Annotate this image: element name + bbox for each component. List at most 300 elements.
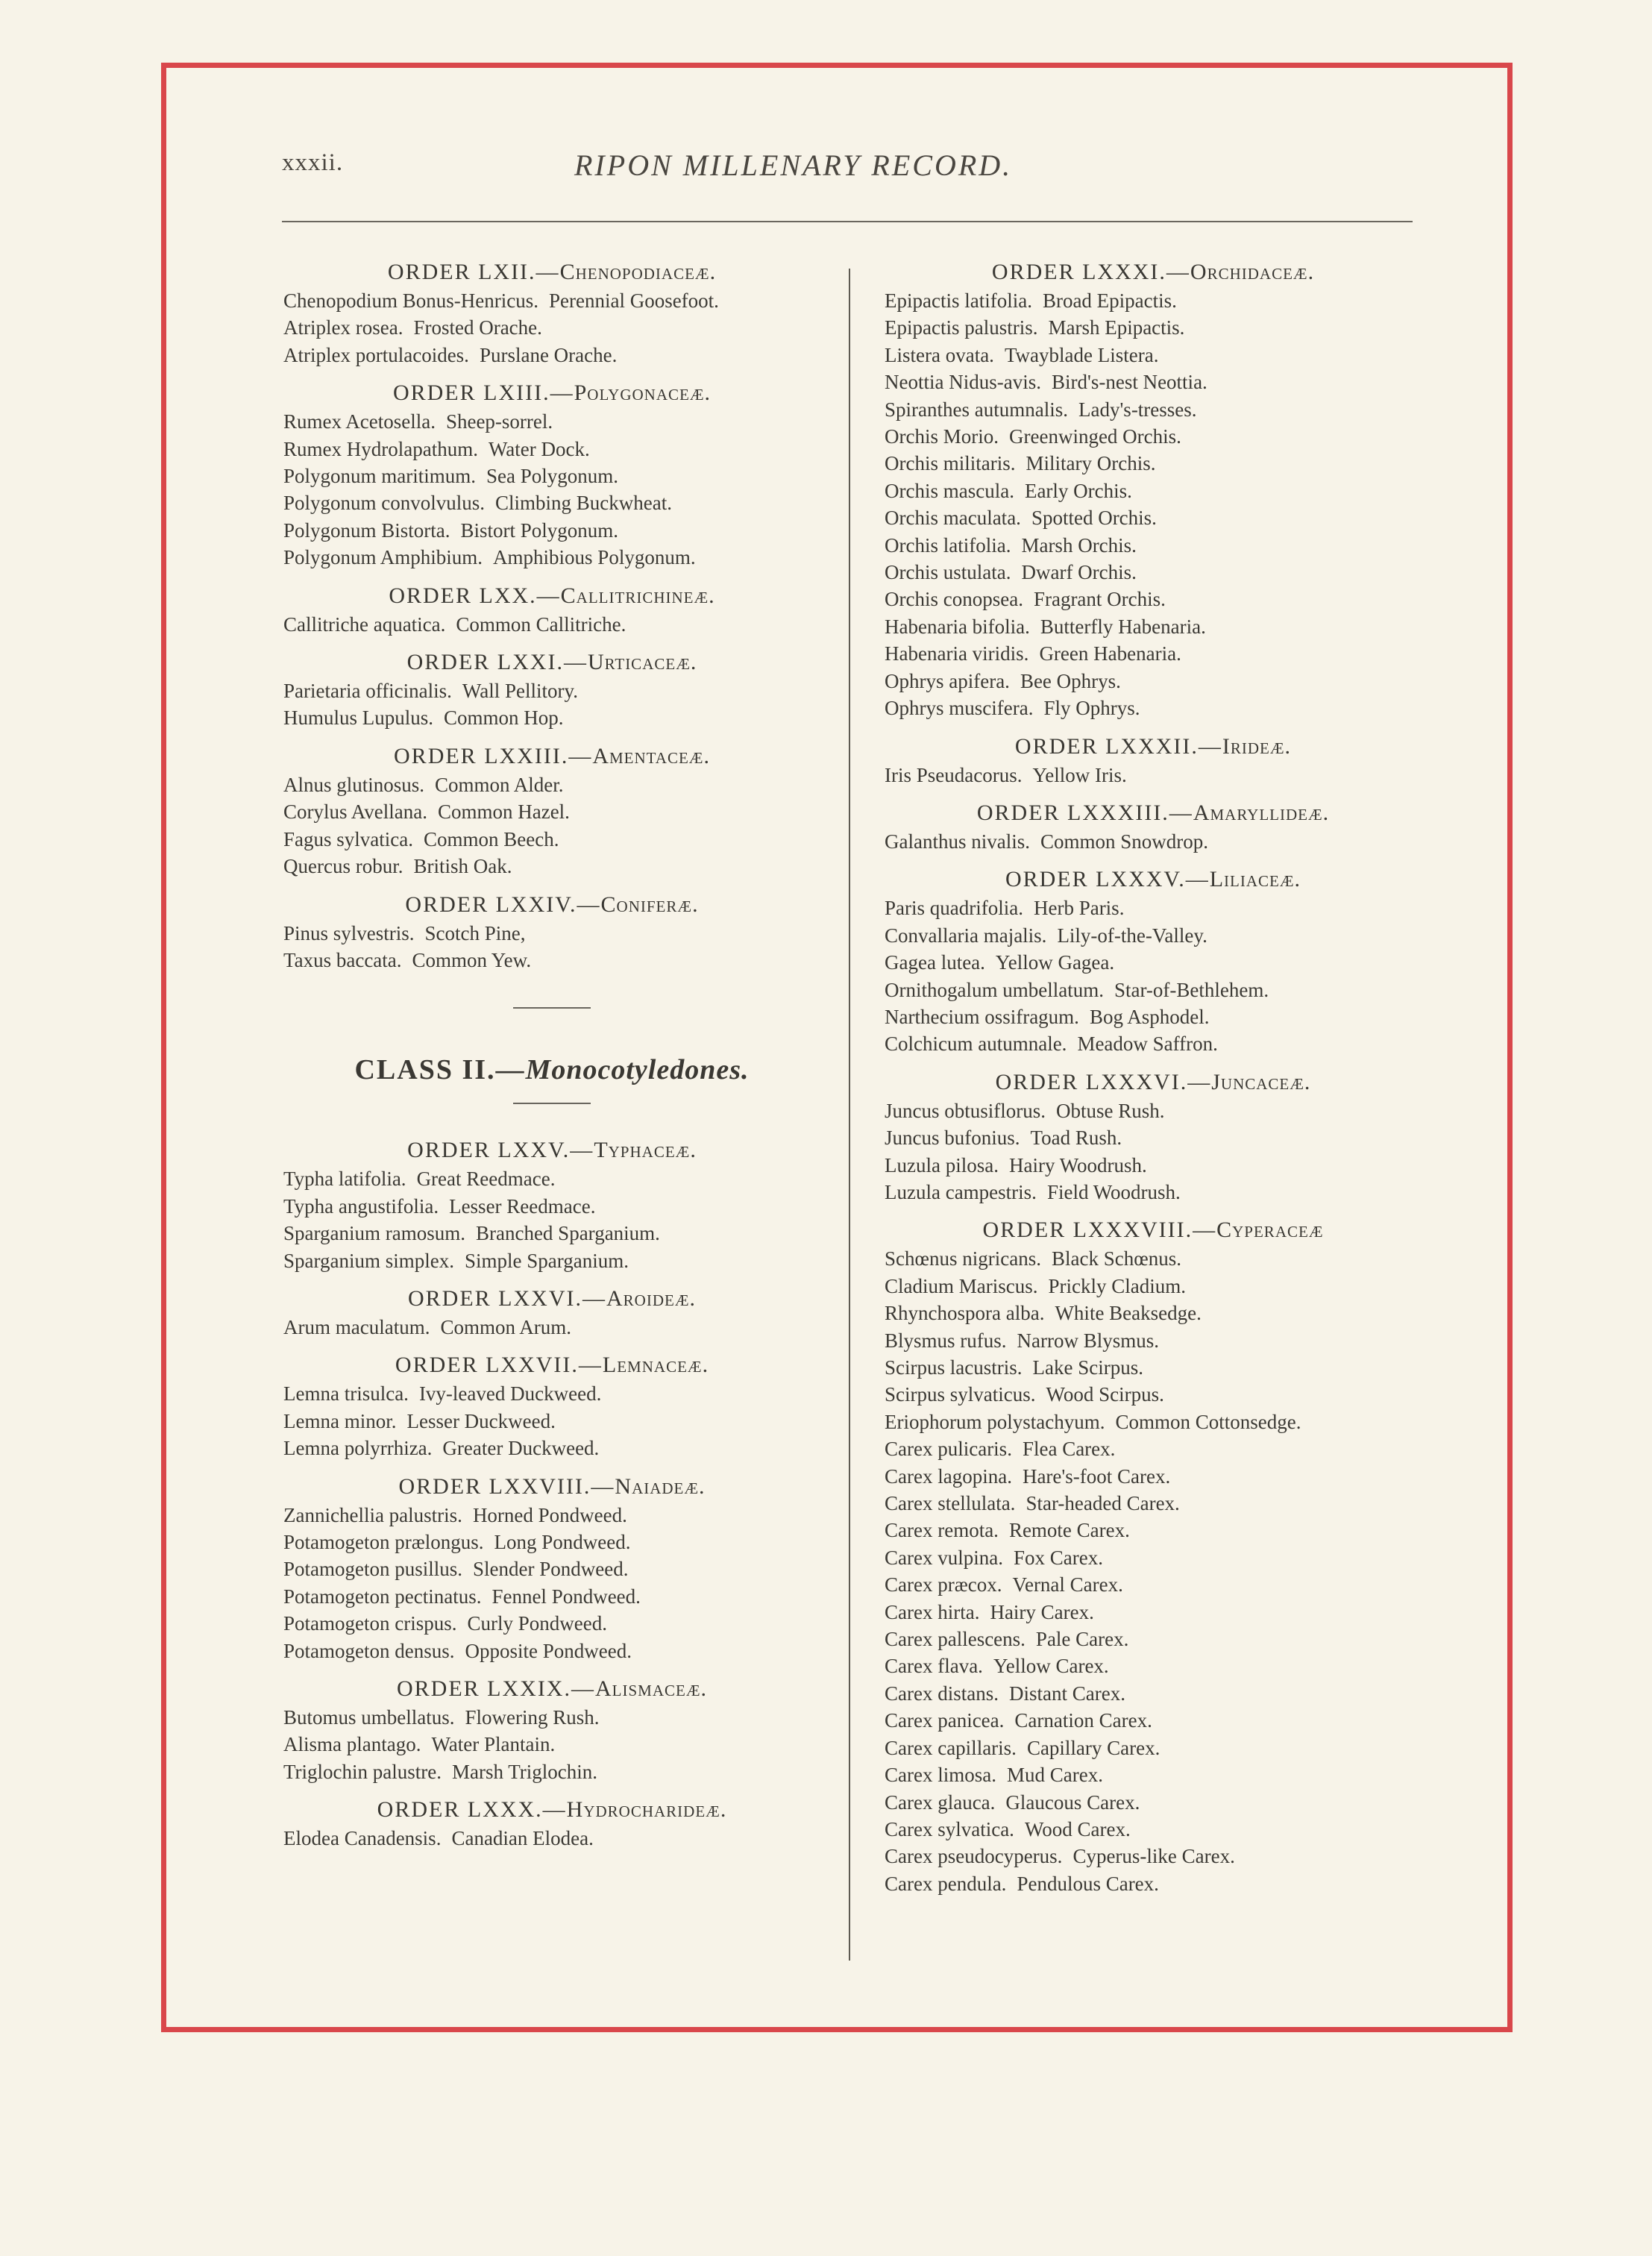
order-heading — [885, 732, 1422, 762]
species-entry — [885, 1707, 1422, 1734]
latin-name: Lemna trisulca. — [283, 1382, 409, 1406]
common-name: Military Orchis. — [1026, 452, 1156, 475]
order-heading — [885, 257, 1422, 287]
common-name: Prickly Cladium. — [1048, 1274, 1186, 1297]
family-name: Polygonaceæ. — [574, 380, 712, 406]
species-list — [283, 1165, 820, 1274]
latin-name: Eriophorum polystachyum. — [885, 1410, 1105, 1433]
latin-name: Taxus baccata. — [283, 948, 402, 971]
common-name: Amphibious Polygonum. — [493, 546, 696, 569]
species-entry — [885, 369, 1422, 395]
species-entry — [283, 1247, 820, 1274]
latin-name: Ornithogalum umbellatum. — [885, 978, 1104, 1001]
latin-name: Spiranthes autumnalis. — [885, 398, 1068, 421]
common-name: Narrow Blysmus. — [1017, 1329, 1160, 1352]
common-name: Yellow Carex. — [993, 1655, 1109, 1678]
species-entry — [283, 463, 820, 489]
species-entry — [283, 1555, 820, 1582]
common-name: Herb Paris. — [1033, 897, 1125, 920]
species-entry — [283, 314, 820, 341]
class-heading — [283, 1052, 820, 1088]
latin-name: Juncus obtusiflorus. — [885, 1099, 1046, 1122]
latin-name: Rumex Acetosella. — [283, 410, 436, 433]
latin-name: Orchis Morio. — [885, 425, 999, 448]
order-number: ORDER LXXVI.— — [408, 1285, 606, 1311]
common-name: Lily-of-the-Valley. — [1057, 924, 1207, 947]
species-list — [885, 1097, 1422, 1206]
latin-name: Colchicum autumnale. — [885, 1033, 1067, 1056]
latin-name: Triglochin palustre. — [283, 1760, 442, 1783]
species-entry — [283, 1220, 820, 1247]
latin-name: Epipactis palustris. — [885, 316, 1038, 339]
order-heading — [283, 1135, 820, 1165]
species-entry — [885, 1245, 1422, 1272]
latin-name: Chenopodium Bonus-Henricus. — [283, 289, 538, 312]
latin-name: Potamogeton pusillus. — [283, 1558, 463, 1581]
species-entry — [885, 1599, 1422, 1626]
species-entry — [885, 314, 1422, 341]
latin-name: Iris Pseudacorus. — [885, 763, 1023, 786]
common-name: Common Cottonsedge. — [1115, 1410, 1301, 1433]
species-entry — [885, 423, 1422, 450]
common-name: Yellow Iris. — [1032, 763, 1127, 786]
latin-name: Carex præcox. — [885, 1573, 1002, 1597]
order-number: ORDER LXII.— — [387, 260, 560, 284]
order-section — [283, 890, 820, 974]
common-name: Mud Carex. — [1006, 1764, 1103, 1787]
species-entry — [885, 640, 1422, 667]
order-number: ORDER LXXX.— — [377, 1797, 567, 1823]
latin-name: Schœnus nigricans. — [885, 1247, 1041, 1270]
latin-name: Luzula campestris. — [885, 1180, 1037, 1203]
species-entry — [283, 853, 820, 880]
species-entry — [885, 1571, 1422, 1598]
latin-name: Carex capillaris. — [885, 1736, 1017, 1759]
species-list — [283, 611, 820, 638]
common-name: Hare's-foot Carex. — [1022, 1464, 1171, 1488]
order-heading — [283, 581, 820, 611]
latin-name: Potamogeton densus. — [283, 1639, 455, 1662]
species-entry — [885, 1409, 1422, 1435]
species-list — [283, 1314, 820, 1341]
species-entry — [885, 1626, 1422, 1652]
left-orders-monocotyledons — [283, 1135, 820, 1852]
species-list — [283, 287, 820, 369]
order-heading — [283, 1350, 820, 1380]
species-list — [283, 1825, 820, 1852]
latin-name: Polygonum maritimum. — [283, 465, 477, 488]
common-name: Common Hop. — [444, 706, 564, 730]
species-entry — [283, 1529, 820, 1555]
species-entry — [885, 1490, 1422, 1517]
latin-name: Carex panicea. — [885, 1709, 1005, 1732]
family-name: Cyperaceæ — [1216, 1218, 1324, 1243]
common-name: Common Yew. — [412, 948, 532, 971]
species-entry — [885, 1870, 1422, 1897]
family-name: Liliaceæ. — [1209, 867, 1301, 892]
species-entry — [885, 1680, 1422, 1707]
common-name: Yellow Gagea. — [995, 951, 1115, 974]
common-name: Fox Carex. — [1013, 1546, 1103, 1569]
common-name: Water Plantain. — [431, 1733, 556, 1756]
latin-name: Carex stellulata. — [885, 1492, 1016, 1515]
common-name: Slender Pondweed. — [473, 1558, 629, 1581]
species-entry — [283, 1165, 820, 1192]
order-section — [283, 742, 820, 880]
common-name: Opposite Pondweed. — [465, 1639, 632, 1662]
common-name: Canadian Elodea. — [451, 1827, 594, 1850]
common-name: Glaucous Carex. — [1005, 1790, 1140, 1814]
common-name: Pendulous Carex. — [1017, 1872, 1159, 1895]
common-name: Ivy-leaved Duckweed. — [418, 1382, 602, 1406]
order-heading — [283, 378, 820, 408]
latin-name: Humulus Lupulus. — [283, 706, 434, 730]
common-name: Common Callitriche. — [456, 612, 626, 636]
latin-name: Rumex Hydrolapathum. — [283, 437, 478, 460]
common-name: Water Dock. — [488, 437, 590, 460]
species-entry — [885, 894, 1422, 921]
latin-name: Polygonum convolvulus. — [283, 492, 486, 515]
common-name: Star-headed Carex. — [1026, 1492, 1180, 1515]
species-list — [885, 762, 1422, 789]
species-entry — [885, 1435, 1422, 1462]
common-name: Marsh Orchis. — [1021, 533, 1137, 557]
order-number: ORDER LXXXVIII.— — [982, 1218, 1217, 1243]
family-name: Amaryllideæ. — [1193, 800, 1330, 825]
order-number: ORDER LXIII.— — [392, 380, 574, 406]
family-name: Chenopodiaceæ. — [559, 260, 717, 284]
common-name: Hairy Carex. — [990, 1600, 1094, 1623]
common-name: Common Beech. — [423, 827, 559, 850]
species-entry — [283, 677, 820, 704]
species-entry — [283, 517, 820, 544]
common-name: Lesser Reedmace. — [449, 1194, 596, 1218]
species-entry — [885, 532, 1422, 559]
family-name: Hydrocharideæ. — [566, 1797, 727, 1823]
species-entry — [885, 477, 1422, 504]
species-entry — [885, 1544, 1422, 1571]
latin-name: Lemna minor. — [283, 1409, 397, 1432]
common-name: Early Orchis. — [1024, 479, 1132, 502]
species-entry — [283, 947, 820, 974]
species-list — [885, 287, 1422, 722]
species-entry — [885, 695, 1422, 721]
species-entry — [885, 613, 1422, 640]
species-entry — [885, 1097, 1422, 1124]
family-name: Aroideæ. — [606, 1285, 696, 1311]
species-entry — [885, 1761, 1422, 1788]
latin-name: Orchis latifolia. — [885, 533, 1011, 557]
latin-name: Orchis conopsea. — [885, 588, 1023, 611]
common-name: Simple Sparganium. — [465, 1249, 629, 1272]
right-column — [885, 257, 1422, 1907]
latin-name: Atriplex rosea. — [283, 316, 403, 339]
common-name: Hairy Woodrush. — [1008, 1153, 1147, 1176]
order-section — [885, 1215, 1422, 1897]
species-entry — [283, 611, 820, 638]
species-list — [283, 1380, 820, 1461]
order-number: ORDER LXXXIII.— — [976, 800, 1193, 825]
common-name: Perennial Goosefoot. — [548, 289, 719, 312]
latin-name: Paris quadrifolia. — [885, 897, 1023, 920]
species-entry — [885, 586, 1422, 612]
order-heading — [283, 1472, 820, 1502]
order-section — [283, 1674, 820, 1785]
order-number: ORDER LXXXII.— — [1014, 733, 1222, 759]
common-name: Bistort Polygonum. — [460, 518, 619, 542]
species-entry — [283, 920, 820, 947]
order-section — [283, 1795, 820, 1852]
family-name: Coniferæ. — [600, 892, 699, 917]
order-heading — [885, 865, 1422, 894]
latin-name: Zannichellia palustris. — [283, 1503, 462, 1526]
order-section — [283, 648, 820, 732]
latin-name: Habenaria bifolia. — [885, 615, 1030, 638]
common-name: Flowering Rush. — [465, 1706, 600, 1729]
species-entry — [885, 559, 1422, 586]
species-entry — [885, 762, 1422, 789]
latin-name: Ophrys muscifera. — [885, 697, 1034, 720]
latin-name: Callitriche aquatica. — [283, 612, 446, 636]
species-entry — [885, 1789, 1422, 1816]
species-entry — [283, 544, 820, 571]
common-name: British Oak. — [413, 855, 512, 878]
family-name: Lemnaceæ. — [602, 1353, 709, 1378]
common-name: Toad Rush. — [1030, 1127, 1122, 1150]
latin-name: Orchis ustulata. — [885, 561, 1011, 584]
common-name: Meadow Saffron. — [1077, 1033, 1218, 1056]
species-entry — [283, 342, 820, 369]
species-entry — [885, 1124, 1422, 1151]
common-name: Wood Scirpus. — [1046, 1383, 1164, 1406]
latin-name: Carex glauca. — [885, 1790, 996, 1814]
family-name: Orchidaceæ. — [1190, 260, 1315, 284]
latin-name: Polygonum Amphibium. — [283, 546, 483, 569]
left-column — [283, 257, 820, 1862]
species-entry — [283, 408, 820, 435]
species-entry — [885, 668, 1422, 695]
latin-name: Parietaria officinalis. — [283, 680, 452, 703]
latin-name: Carex pendula. — [885, 1872, 1007, 1895]
common-name: Carnation Carex. — [1014, 1709, 1152, 1732]
order-heading — [885, 798, 1422, 828]
order-number: ORDER LXXIV.— — [405, 892, 601, 917]
latin-name: Typha latifolia. — [283, 1168, 406, 1191]
latin-name: Carex sylvatica. — [885, 1817, 1014, 1840]
species-entry — [885, 1003, 1422, 1030]
latin-name: Arum maculatum. — [283, 1315, 430, 1338]
family-name: Naiadeæ. — [615, 1473, 706, 1499]
latin-name: Sparganium ramosum. — [283, 1222, 465, 1245]
order-heading — [283, 1284, 820, 1314]
species-entry — [283, 1435, 820, 1461]
latin-name: Pinus sylvestris. — [283, 921, 415, 944]
common-name: Dwarf Orchis. — [1021, 561, 1137, 584]
order-section — [885, 257, 1422, 722]
order-section — [283, 257, 820, 369]
order-section — [283, 1135, 820, 1274]
order-heading — [283, 1674, 820, 1704]
order-section — [885, 798, 1422, 855]
latin-name: Potamogeton crispus. — [283, 1612, 457, 1635]
species-entry — [283, 1638, 820, 1664]
species-list — [885, 894, 1422, 1057]
order-section — [885, 732, 1422, 789]
column-divider — [849, 269, 850, 1961]
latin-name: Corylus Avellana. — [283, 800, 427, 824]
species-entry — [885, 1030, 1422, 1057]
common-name: Great Reedmace. — [416, 1168, 556, 1191]
species-entry — [885, 1735, 1422, 1761]
species-list — [283, 920, 820, 974]
species-entry — [885, 396, 1422, 423]
latin-name: Butomus umbellatus. — [283, 1706, 455, 1729]
order-section — [283, 581, 820, 638]
latin-name: Quercus robur. — [283, 855, 403, 878]
species-list — [885, 1245, 1422, 1897]
latin-name: Galanthus nivalis. — [885, 830, 1030, 853]
common-name: Twayblade Listera. — [1004, 343, 1159, 366]
latin-name: Listera ovata. — [885, 343, 994, 366]
left-orders-dicotyledons — [283, 257, 820, 974]
common-name: Marsh Epipactis. — [1048, 316, 1185, 339]
common-name: Sea Polygonum. — [486, 465, 619, 488]
species-entry — [885, 1152, 1422, 1179]
common-name: Broad Epipactis. — [1042, 289, 1177, 312]
common-name: Wood Carex. — [1024, 1817, 1131, 1840]
latin-name: Carex hirta. — [885, 1600, 980, 1623]
common-name: Frosted Orache. — [413, 316, 542, 339]
latin-name: Neottia Nidus-avis. — [885, 371, 1041, 394]
common-name: White Beaksedge. — [1055, 1302, 1202, 1325]
order-heading — [885, 1215, 1422, 1245]
species-entry — [885, 1517, 1422, 1544]
order-section — [885, 865, 1422, 1057]
header-rule — [282, 221, 1413, 222]
latin-name: Carex distans. — [885, 1682, 999, 1705]
latin-name: Carex limosa. — [885, 1764, 996, 1787]
order-section — [283, 1284, 820, 1341]
order-number: ORDER LXXIII.— — [394, 743, 593, 768]
latin-name: Potamogeton prælongus. — [283, 1530, 484, 1553]
class-heading-name: Monocotyledones. — [525, 1054, 750, 1086]
order-heading — [283, 1795, 820, 1825]
species-entry — [885, 1381, 1422, 1408]
latin-name: Carex pseudocyperus. — [885, 1845, 1063, 1868]
common-name: Field Woodrush. — [1046, 1180, 1181, 1203]
common-name: Common Snowdrop. — [1040, 830, 1209, 853]
order-number: ORDER LXXVIII.— — [398, 1473, 615, 1499]
common-name: Capillary Carex. — [1026, 1736, 1161, 1759]
latin-name: Orchis mascula. — [885, 479, 1014, 502]
common-name: Bird's-nest Neottia. — [1051, 371, 1207, 394]
species-entry — [885, 1843, 1422, 1870]
common-name: Bog Asphodel. — [1089, 1005, 1210, 1028]
common-name: Branched Sparganium. — [475, 1222, 660, 1245]
species-entry — [885, 1179, 1422, 1206]
latin-name: Atriplex portulacoides. — [283, 343, 469, 366]
common-name: Cyperus-like Carex. — [1072, 1845, 1235, 1868]
species-list — [283, 771, 820, 880]
order-section — [283, 378, 820, 571]
page-number: xxxii. — [282, 149, 344, 176]
species-list — [283, 1502, 820, 1664]
family-name: Callitrichineæ. — [560, 583, 715, 608]
order-number: ORDER LXXI.— — [406, 650, 588, 675]
common-name: Climbing Buckwheat. — [495, 492, 672, 515]
species-list — [283, 1704, 820, 1785]
latin-name: Potamogeton pectinatus. — [283, 1585, 482, 1608]
species-entry — [283, 1314, 820, 1341]
species-entry — [283, 1758, 820, 1785]
species-entry — [283, 826, 820, 853]
common-name: Greater Duckweed. — [442, 1437, 600, 1460]
latin-name: Carex pulicaris. — [885, 1438, 1012, 1461]
species-entry — [283, 704, 820, 731]
common-name: Fly Ophrys. — [1043, 697, 1140, 720]
species-list — [283, 408, 820, 571]
common-name: Flea Carex. — [1022, 1438, 1116, 1461]
latin-name: Epipactis latifolia. — [885, 289, 1032, 312]
running-title: RIPON MILLENARY RECORD. — [574, 148, 1013, 182]
latin-name: Orchis maculata. — [885, 507, 1021, 530]
species-entry — [283, 1825, 820, 1852]
order-number: ORDER LXX.— — [389, 583, 561, 608]
class-heading-prefix: CLASS II.— — [354, 1054, 526, 1086]
species-list — [885, 828, 1422, 855]
latin-name: Carex lagopina. — [885, 1464, 1012, 1488]
order-number: ORDER LXXV.— — [407, 1138, 594, 1163]
order-number: ORDER LXXXVI.— — [995, 1069, 1212, 1094]
common-name: Common Hazel. — [437, 800, 570, 824]
common-name: Curly Pondweed. — [467, 1612, 607, 1635]
common-name: Greenwinged Orchis. — [1008, 425, 1181, 448]
latin-name: Sparganium simplex. — [283, 1249, 454, 1272]
family-name: Juncaceæ. — [1211, 1069, 1311, 1094]
species-entry — [885, 1327, 1422, 1354]
species-entry — [283, 287, 820, 314]
latin-name: Carex flava. — [885, 1655, 983, 1678]
common-name: Wall Pellitory. — [462, 680, 578, 703]
order-number: ORDER LXXXI.— — [991, 260, 1190, 284]
order-heading — [283, 890, 820, 920]
latin-name: Scirpus lacustris. — [885, 1356, 1023, 1379]
latin-name: Polygonum Bistorta. — [283, 518, 450, 542]
common-name: Lesser Duckweed. — [406, 1409, 556, 1432]
species-entry — [283, 1380, 820, 1407]
latin-name: Scirpus sylvaticus. — [885, 1383, 1036, 1406]
common-name: Spotted Orchis. — [1031, 507, 1157, 530]
latin-name: Orchis militaris. — [885, 452, 1016, 475]
order-section — [283, 1472, 820, 1664]
species-entry — [283, 489, 820, 516]
family-name: Alismaceæ. — [594, 1676, 707, 1701]
species-entry — [283, 1704, 820, 1731]
latin-name: Carex vulpina. — [885, 1546, 1003, 1569]
common-name: Common Alder. — [435, 773, 564, 796]
species-entry — [283, 1583, 820, 1610]
species-entry — [283, 1610, 820, 1637]
common-name: Scotch Pine, — [424, 921, 526, 944]
order-heading — [283, 257, 820, 287]
latin-name: Habenaria viridis. — [885, 642, 1029, 665]
species-entry — [885, 1816, 1422, 1843]
species-entry — [885, 977, 1422, 1003]
species-entry — [283, 1408, 820, 1435]
section-rule — [513, 1103, 591, 1104]
species-entry — [283, 1731, 820, 1758]
species-entry — [885, 1463, 1422, 1490]
